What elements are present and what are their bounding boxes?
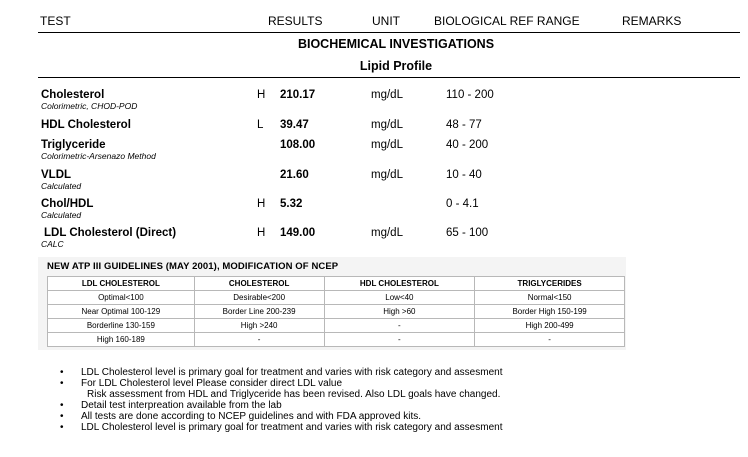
result-value: 21.60 — [280, 169, 309, 181]
table-cell: Optimal<100 — [48, 291, 195, 305]
test-method: Colorimetric, CHOD-POD — [41, 101, 138, 111]
result-value: 39.47 — [280, 119, 309, 131]
header-unit: UNIT — [372, 14, 400, 28]
result-unit: mg/dL — [371, 89, 403, 101]
test-row-chol-hdl — [0, 198, 748, 226]
note-text: Risk assessment from HDL and Triglyceride has been revised. Also LDL goals have changed. — [87, 389, 501, 400]
table-cell: Border High 150-199 — [475, 305, 625, 319]
table-cell: High >60 — [324, 305, 475, 319]
result-unit: mg/dL — [371, 169, 403, 181]
header-remarks: REMARKS — [622, 14, 682, 28]
bullet-icon: • — [60, 367, 64, 378]
guidelines-header-hdl: HDL CHOLESTEROL — [324, 277, 475, 291]
table-cell: Borderline 130-159 — [48, 319, 195, 333]
table-cell: Normal<150 — [475, 291, 625, 305]
test-row-ldl-cholesterol-direct — [0, 227, 748, 255]
table-cell: Border Line 200-239 — [194, 305, 324, 319]
result-value: 149.00 — [280, 227, 316, 239]
note-text: For LDL Cholesterol level Please consider direct LDL value — [81, 378, 343, 389]
table-cell: Desirable<200 — [194, 291, 324, 305]
test-method: Colorimetric-Arsenazo Method — [41, 151, 156, 161]
ref-range: 0 - 4.1 — [446, 198, 479, 210]
test-name: Triglyceride — [41, 139, 106, 151]
header-test: TEST — [40, 14, 71, 28]
result-flag: L — [257, 119, 264, 131]
table-cell: High 200-499 — [475, 319, 625, 333]
test-row-cholesterol — [0, 89, 748, 117]
table-row — [48, 333, 625, 347]
guidelines-header-row — [48, 277, 625, 291]
table-cell: - — [324, 333, 475, 347]
guidelines-title: NEW ATP III GUIDELINES (MAY 2001), MODIFICATION OF NCEP — [47, 261, 339, 272]
guidelines-header-ldl: LDL CHOLESTEROL — [48, 277, 195, 291]
test-row-triglyceride — [0, 139, 748, 167]
result-unit: mg/dL — [371, 119, 403, 131]
note-text: LDL Cholesterol level is primary goal for treatment and varies with risk category and assesment — [81, 367, 503, 378]
table-cell: Near Optimal 100-129 — [48, 305, 195, 319]
bullet-icon: • — [60, 411, 64, 422]
section-title: BIOCHEMICAL INVESTIGATIONS — [297, 37, 495, 51]
ref-range: 10 - 40 — [446, 169, 482, 181]
guidelines-table — [47, 276, 625, 347]
test-method: Calculated — [41, 210, 82, 220]
table-cell: - — [324, 319, 475, 333]
bullet-icon: • — [60, 400, 64, 411]
ref-range: 110 - 200 — [446, 89, 494, 101]
table-cell: Low<40 — [324, 291, 475, 305]
ref-range: 65 - 100 — [446, 227, 489, 239]
bullet-icon: • — [60, 422, 64, 433]
table-cell: - — [194, 333, 324, 347]
test-method: CALC — [41, 239, 64, 249]
guidelines-header-triglycerides: TRIGLYCERIDES — [475, 277, 625, 291]
table-cell: High 160-189 — [48, 333, 195, 347]
note-text: LDL Cholesterol level is primary goal for treatment and varies with risk category and assesment — [81, 422, 503, 433]
note-text: All tests are done according to NCEP guidelines and with FDA approved kits. — [81, 411, 421, 422]
header-bio-ref-range: BIOLOGICAL REF RANGE — [434, 14, 580, 28]
guidelines-header-cholesterol: CHOLESTEROL — [194, 277, 324, 291]
test-name: HDL Cholesterol — [41, 119, 131, 131]
result-flag: H — [257, 198, 266, 210]
test-name: LDL Cholesterol (Direct) — [44, 227, 177, 239]
table-cell: High >240 — [194, 319, 324, 333]
result-flag: H — [257, 227, 266, 239]
header-results: RESULTS — [268, 14, 323, 28]
test-method: Calculated — [41, 181, 82, 191]
panel-title: Lipid Profile — [359, 59, 433, 73]
header-divider — [38, 32, 740, 33]
table-row — [48, 305, 625, 319]
test-name: Cholesterol — [41, 89, 105, 101]
bullet-icon: • — [60, 378, 64, 389]
result-value: 5.32 — [280, 198, 303, 210]
table-row — [48, 319, 625, 333]
note-text: Detail test interpreation available from the lab — [81, 400, 282, 411]
ref-range: 40 - 200 — [446, 139, 489, 151]
result-value: 108.00 — [280, 139, 316, 151]
test-name: VLDL — [41, 169, 72, 181]
test-name: Chol/HDL — [41, 198, 94, 210]
table-row — [48, 291, 625, 305]
panel-divider — [38, 77, 740, 78]
result-unit: mg/dL — [371, 139, 403, 151]
result-flag: H — [257, 89, 266, 101]
result-value: 210.17 — [280, 89, 316, 101]
ref-range: 48 - 77 — [446, 119, 482, 131]
result-unit: mg/dL — [371, 227, 403, 239]
table-cell: - — [475, 333, 625, 347]
test-row-vldl — [0, 169, 748, 197]
